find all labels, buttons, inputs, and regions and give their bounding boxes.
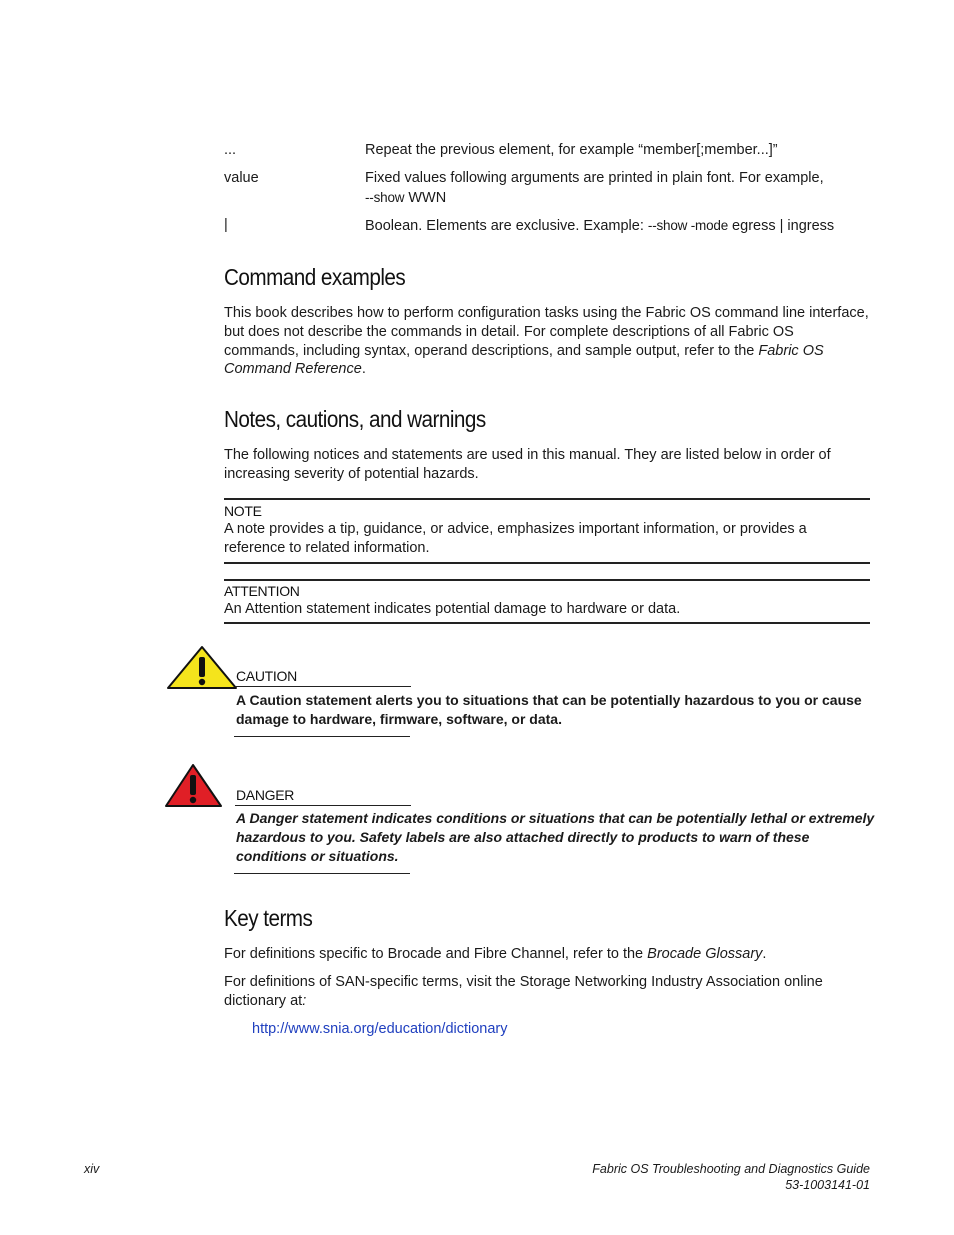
caution-bottom-rule [234, 736, 410, 737]
command-examples-body [224, 304, 870, 379]
syntax-key: value [224, 170, 259, 186]
syntax-desc [365, 169, 870, 208]
snia-dictionary-link[interactable]: http://www.snia.org/education/dictionary [252, 1021, 508, 1037]
page-number: xiv [84, 1162, 100, 1176]
syntax-desc-text: Fixed values following arguments are printed in plain font. For example, [365, 170, 824, 186]
note-bottom-rule [224, 562, 870, 564]
syntax-desc [365, 216, 870, 236]
danger-warning-icon [165, 763, 223, 809]
syntax-desc: Repeat the previous element, for example “member[;member...]” [365, 142, 778, 158]
footer-doc-number: 53-1003141-01 [785, 1178, 870, 1192]
key-terms-line2-end: : [302, 992, 307, 1009]
command-examples-heading: Command examples [224, 264, 406, 290]
attention-bottom-rule [224, 622, 870, 624]
command-examples-end: . [361, 361, 366, 378]
syntax-desc-text: Boolean. Elements are exclusive. Example: [365, 218, 648, 234]
brocade-glossary-title: Brocade Glossary [647, 946, 763, 962]
danger-text: A Danger statement indicates conditions or situations that can be potentially lethal or extremely hazardous to you. Safety labels are also attached directly to products to warn of these conditions or situations. [236, 810, 875, 864]
caution-label: CAUTION [236, 668, 297, 684]
syntax-code: --show [365, 190, 405, 205]
note-label: NOTE [224, 503, 262, 519]
danger-bottom-rule [234, 873, 410, 874]
key-terms-line1 [224, 945, 870, 964]
attention-label: ATTENTION [224, 583, 300, 599]
key-terms-line1-text: For definitions specific to Brocade and Fibre Channel, refer to the [224, 946, 648, 962]
syntax-key: ... [224, 142, 237, 158]
attention-text: An Attention statement indicates potential damage to hardware or data. [224, 601, 681, 617]
caution-label-rule [235, 686, 411, 687]
caution-warning-icon [167, 645, 239, 691]
attention-top-rule [224, 579, 870, 581]
key-terms-line1-end: . [762, 946, 767, 962]
key-terms-line2 [224, 973, 870, 1011]
syntax-desc-tail: WWN [404, 190, 447, 206]
command-examples-text: This book describes how to perform configuration tasks using the Fabric OS command line interface, but does not describe the commands in detail. For complete descriptions of all Fabric OS commands, including syntax, operand descriptions, and sample output, refer to the [224, 305, 869, 359]
danger-label-rule [235, 805, 411, 806]
notes-intro: The following notices and statements are used in this manual. They are listed below in order of increasing severity of potential hazards. [224, 447, 831, 482]
syntax-key: | [224, 217, 228, 233]
footer-title-block [592, 1161, 870, 1193]
key-terms-line2-text: For definitions of SAN-specific terms, visit the Storage Networking Industry Association online dictionary at [224, 974, 823, 1009]
syntax-code: --show -mode [647, 218, 729, 233]
notes-heading: Notes, cautions, and warnings [224, 406, 486, 432]
note-text: A note provides a tip, guidance, or advice, emphasizes important information, or provides a reference to related information. [224, 521, 807, 556]
key-terms-heading: Key terms [224, 905, 313, 931]
danger-label: DANGER [236, 787, 295, 803]
syntax-desc-tail: egress | ingress [728, 218, 835, 234]
command-reference-title: Fabric OS Command Reference [224, 342, 824, 378]
note-top-rule [224, 498, 870, 500]
caution-text: A Caution statement alerts you to situations that can be potentially hazardous to you or cause damage to hardware, firmware, software, or data. [236, 692, 862, 727]
footer-doc-title: Fabric OS Troubleshooting and Diagnostics Guide [592, 1162, 870, 1176]
